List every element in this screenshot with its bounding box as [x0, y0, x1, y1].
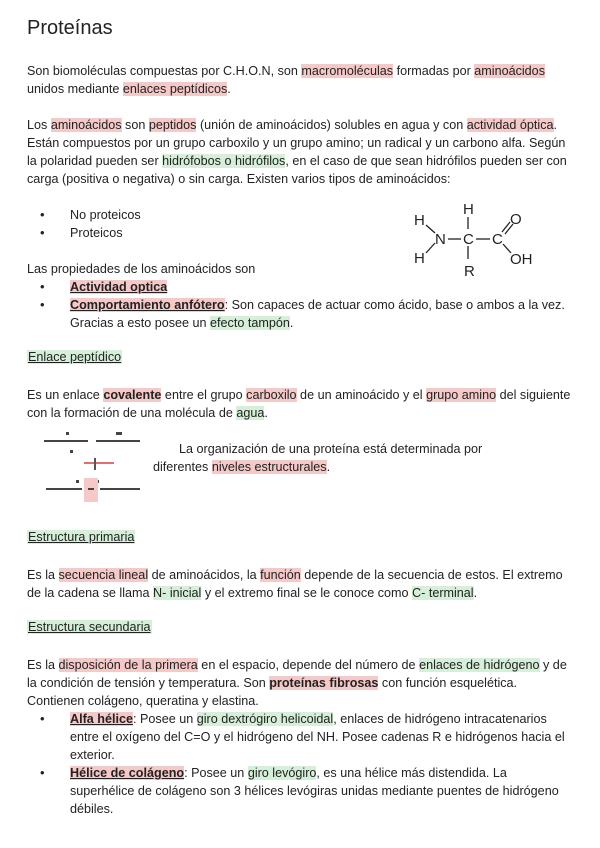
text: en el espacio, depende del número de — [197, 658, 420, 672]
text: Es la — [27, 658, 59, 672]
highlight: macromoléculas — [301, 64, 394, 78]
text: (unión de aminoácidos) solubles en agua y con — [196, 118, 467, 132]
highlight: función — [260, 568, 301, 582]
page-title: Proteínas — [27, 17, 113, 39]
text: : Son capaces de actuar como ácido, base o ambos a la vez. Gracias a esto posee un — [70, 298, 565, 330]
highlight: disposición de la primera — [58, 658, 198, 672]
peptide-bond-figure — [38, 428, 146, 508]
arrow-stroke — [84, 462, 102, 464]
text: . — [227, 82, 231, 96]
aa-types-list — [27, 206, 387, 242]
text: con función esquelética. Contienen colágeno, queratina y elastina. — [27, 676, 518, 708]
formula-stroke — [46, 488, 82, 490]
text: Es la — [27, 568, 59, 582]
arrow-stroke — [94, 458, 96, 470]
text: de aminoácidos, la — [148, 568, 261, 582]
highlight: grupo amino — [426, 388, 497, 402]
highlight: efecto tampón — [210, 316, 290, 330]
text: son — [121, 118, 149, 132]
list-item: • No proteicos — [27, 206, 387, 224]
list-item — [27, 296, 572, 332]
highlight: C- terminal — [412, 586, 474, 600]
text: : Posee un — [133, 712, 197, 726]
arrow-stroke — [102, 462, 114, 464]
text: de los aminoácidos son — [120, 262, 256, 276]
highlight: aminoácidos — [474, 64, 545, 78]
highlight: giro dextrógiro helicoidal — [196, 712, 334, 726]
intro-paragraph — [27, 62, 572, 98]
primaria-paragraph — [27, 566, 572, 602]
highlight: actividad óptica — [466, 118, 554, 132]
text: entre el grupo — [161, 388, 247, 402]
text: Es un enlace — [27, 388, 104, 402]
text: La organización de una proteína está determinada por diferentes — [153, 442, 483, 474]
text: unidos mediante — [27, 82, 123, 96]
text: . — [326, 460, 331, 474]
text: , es una hélice más distendida. La superhélice de colágeno son 3 hélices levógiras unidas mediante puentes de hidrógeno débiles. — [70, 766, 559, 816]
highlight: Comportamiento anfótero — [70, 298, 225, 312]
highlight: enlaces peptídicos — [122, 82, 228, 96]
highlight: Hélice de colágeno — [70, 766, 185, 780]
highlight: proteínas fibrosas — [269, 676, 379, 690]
text: del siguiente con la formación de una molécula de — [27, 388, 571, 420]
aminoacids-paragraph — [27, 116, 572, 188]
highlight: N- inicial — [153, 586, 202, 600]
text: . — [264, 406, 268, 420]
formula-stroke — [96, 440, 140, 442]
properties-list — [27, 278, 572, 332]
highlight: carboxilo — [246, 388, 297, 402]
formula-stroke — [100, 488, 140, 490]
atom-n: N — [435, 231, 446, 248]
formula-stroke — [76, 480, 79, 483]
atom-c: C — [492, 231, 503, 248]
text: . — [473, 586, 478, 600]
highlight: covalente — [103, 388, 162, 402]
formula-stroke — [70, 450, 73, 453]
atom-c: C — [463, 231, 474, 248]
secundaria-paragraph — [27, 656, 572, 710]
text: Los — [27, 118, 51, 132]
text: : Posee un — [184, 766, 248, 780]
list-item: • Proteicos — [27, 224, 387, 242]
highlight: propiedades — [50, 262, 121, 276]
highlight: niveles estructurales — [211, 460, 327, 474]
text: depende de la secuencia de estos. El extremo de la cadena se llama — [27, 568, 563, 600]
text: de un aminoácido y el — [296, 388, 427, 402]
text: y de la condición de tensión y temperatura. Son — [27, 658, 567, 690]
atom-h: H — [414, 212, 425, 229]
text: , enlaces de hidrógeno intracatenarios entre el oxígeno del C=O y el hidrógeno del NH. Posee cadenas R e hidrógenos hacia el exterior. — [70, 712, 565, 762]
atom-oh: OH — [510, 251, 533, 268]
secundaria-list — [27, 710, 572, 818]
highlight: enlaces de hidrógeno — [419, 658, 540, 672]
highlight: giro levógiro — [247, 766, 317, 780]
formula-stroke — [44, 440, 88, 442]
highlight: Actividad optica — [70, 280, 168, 294]
text: Son biomoléculas compuestas por C.H.O.N, son — [27, 64, 302, 78]
section-heading: Enlace peptídico — [28, 350, 122, 364]
enlace-paragraph — [27, 386, 572, 422]
text: , en el caso de que sean hidrófilos pueden ser con carga (positiva o negativa) o sin carga. Existen varios tipos de aminoácidos: — [27, 154, 567, 186]
text: formadas por — [393, 64, 475, 78]
atom-o: O — [510, 211, 522, 228]
formula-stroke — [116, 432, 122, 435]
highlight: aminoácidos — [50, 118, 122, 132]
text: . Están compuestos por un grupo carboxilo y un grupo amino; un radical y un carbono alfa. Según la polaridad pueden ser — [27, 118, 566, 168]
atom-h: H — [414, 250, 425, 267]
highlight: hidrófobos o hidrófilos — [162, 154, 286, 168]
text: y el extremo final se le conoce como — [201, 586, 413, 600]
section-heading: Estructura secundaria — [28, 620, 151, 634]
highlight: agua — [236, 406, 265, 420]
text: . — [289, 316, 294, 330]
section-heading: Estructura primaria — [28, 530, 135, 544]
properties-intro — [27, 260, 407, 278]
atom-r: R — [464, 263, 475, 280]
formula-stroke — [66, 432, 69, 435]
organization-paragraph — [153, 440, 533, 476]
list-item — [27, 278, 572, 296]
list-item — [27, 710, 572, 764]
highlight: peptidos — [148, 118, 197, 132]
highlight: Alfa hélice — [70, 712, 133, 726]
atom-h: H — [463, 201, 474, 218]
highlight: secuencia lineal — [58, 568, 149, 582]
text: Las — [27, 262, 51, 276]
formula-stroke — [88, 488, 94, 490]
list-item — [27, 764, 572, 818]
